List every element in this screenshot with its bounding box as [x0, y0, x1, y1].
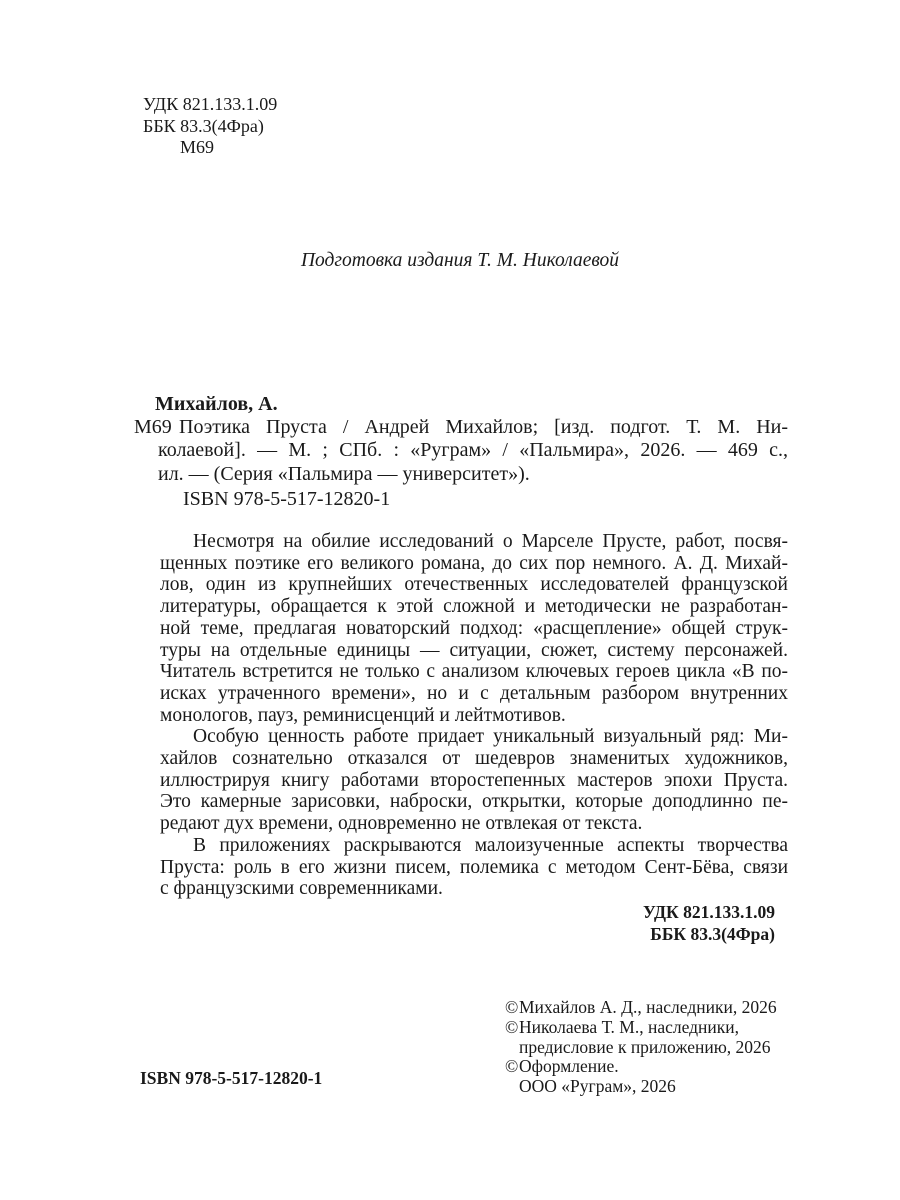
annotation-line: Несмотря на обилие исследований о Марселе Прусте, работ, посвя- [193, 531, 788, 552]
author-sign-catalog: М69 [134, 416, 172, 439]
annotation-line: В приложениях раскрываются малоизученные аспекты творчества [193, 834, 788, 856]
catalog-entry [134, 416, 788, 511]
annotation-line: ной теме, предлагая новаторский подход: «расщепление» общей струк- [160, 617, 788, 639]
catalog-entry-line: колаевой]. — М. ; СПб. : «Руграм» / «Пальмира», 2026. — 469 с., [158, 439, 788, 462]
top-classification-codes [143, 94, 277, 159]
bottom-classification-codes [643, 901, 775, 946]
bbk-code-bottom: ББК 83.3(4Фра) [650, 924, 775, 945]
annotation-line: Особую ценность работе придает уникальный визуальный ряд: Ми- [193, 726, 788, 748]
copyright-sign: © [505, 997, 519, 1017]
edition-preparer-line: Подготовка издания Т. М. Николаевой [300, 250, 620, 271]
annotation-line: Пруста: роль в его жизни писем, полемика с методом Сент-Бёва, связи [160, 856, 788, 878]
isbn-catalog: ISBN 978-5-517-12820-1 [183, 487, 391, 510]
copyright-line [505, 1018, 805, 1038]
annotation-line: Читатель встретится не только с анализом ключевых героев цикла «В по- [160, 661, 788, 683]
catalog-author: Михайлов, А. [155, 393, 278, 415]
annotation-line: иллюстрируя книгу работами второстепенных мастеров эпохи Пруста. [160, 769, 788, 791]
copyright-line [505, 1057, 805, 1077]
author-sign-top: М69 [180, 137, 215, 157]
catalog-record [134, 393, 788, 511]
copyright-text: Михайлов А. Д., наследники, 2026 [519, 997, 777, 1017]
annotation-paragraph [160, 531, 788, 726]
annotation-paragraph [160, 726, 788, 835]
copyright-text: Николаева Т. М., наследники, [519, 1016, 739, 1037]
annotation-line: литературы, обращается к этой сложной и методически не разработан- [160, 596, 788, 618]
catalog-entry-line: ил. — (Серия «Пальмира — университет»). [158, 462, 530, 485]
annotation-line: редают дух времени, одновременно не отвлекая от текста. [160, 813, 643, 835]
udk-code-bottom: УДК 821.133.1.09 [642, 902, 775, 922]
copyright-block [505, 998, 805, 1097]
annotation-line: лов, один из крупнейших отечественных исследователей французской [160, 574, 788, 596]
copyright-text: Оформление. [519, 1056, 619, 1077]
annotation-line: туры на отдельные единицы — ситуации, сюжет, систему персонажей. [160, 639, 788, 661]
copyright-line [505, 1077, 805, 1097]
copyright-line [505, 998, 805, 1018]
annotation-line: хайлов сознательно отказался от шедевров знаменитых художников, [160, 748, 788, 770]
annotation-line: Это камерные зарисовки, наброски, открытки, которые доподлинно пе- [160, 791, 788, 813]
annotation-text [160, 531, 788, 900]
annotation-line: щенных поэтике его великого романа, до сих пор немного. А. Д. Михай- [160, 552, 788, 574]
copyright-line [505, 1038, 805, 1058]
annotation-line: с французскими современниками. [160, 878, 443, 900]
isbn-bottom: ISBN 978-5-517-12820-1 [140, 1068, 323, 1088]
copyright-text: предисловие к приложению, 2026 [519, 1036, 771, 1057]
copyright-sign: © [505, 1016, 519, 1037]
udk-code-top: УДК 821.133.1.09 [143, 94, 278, 114]
annotation-paragraph [160, 835, 788, 900]
copyright-text: ООО «Руграм», 2026 [519, 1076, 676, 1097]
copyright-sign: © [505, 1056, 519, 1077]
annotation-line: исках утраченного времени», но и с детальным разбором внутренних [160, 682, 788, 704]
catalog-entry-line: Поэтика Пруста / Андрей Михайлов; [изд. подгот. Т. М. Ни- [179, 416, 788, 439]
annotation-line: монологов, пауз, реминисценций и лейтмотивов. [160, 704, 566, 726]
bbk-code-top: ББК 83.3(4Фра) [143, 115, 264, 136]
